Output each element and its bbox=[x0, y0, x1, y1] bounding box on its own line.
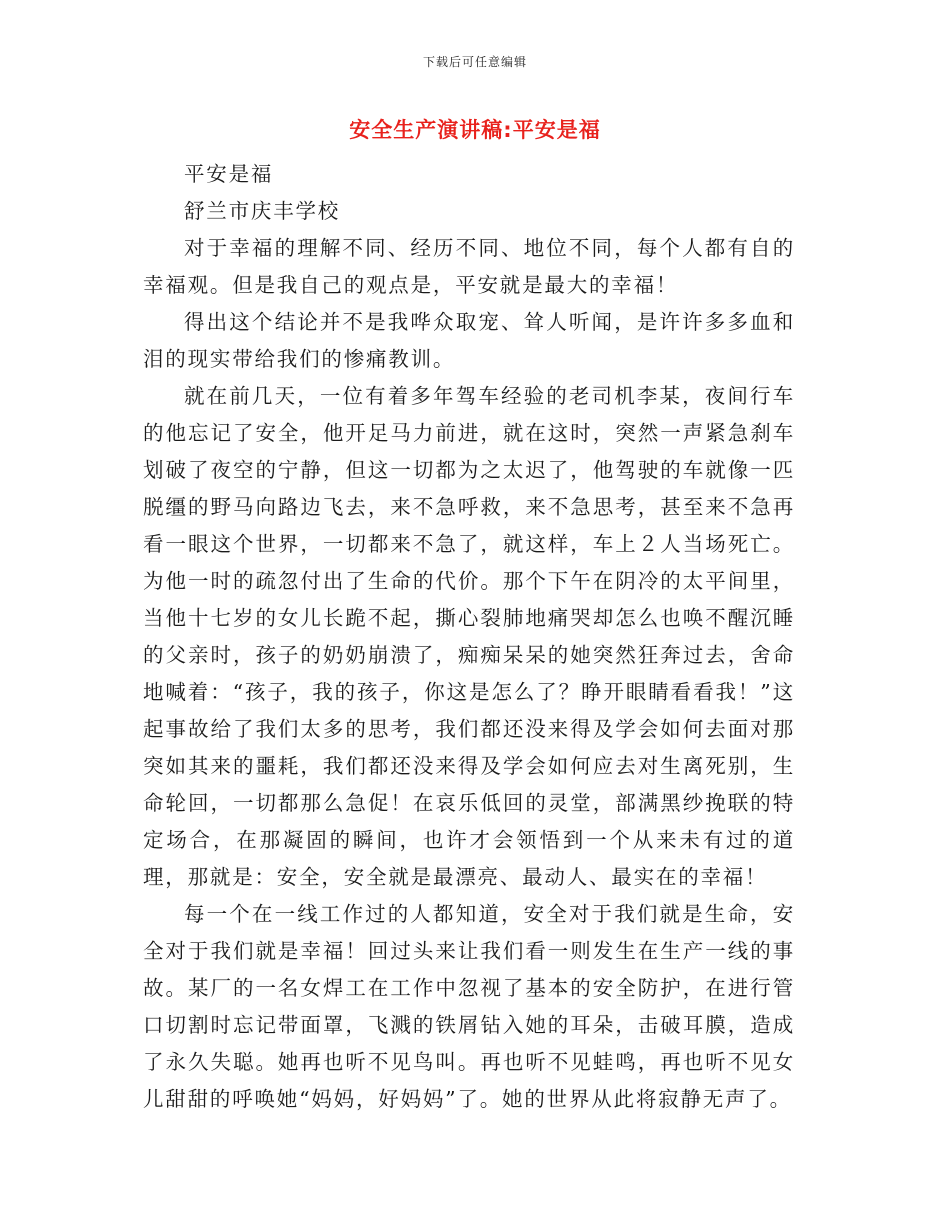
document-body bbox=[143, 156, 795, 1118]
paragraph: 对于幸福的理解不同、经历不同、地位不同，每个人都有自的幸福观。但是我自己的观点是，平安就是最大的幸福！ bbox=[143, 236, 795, 297]
paragraph-subtitle: 平安是福 bbox=[184, 162, 274, 186]
header-note: 下载后可任意编辑 bbox=[422, 55, 527, 69]
paragraph: 得出这个结论并不是我哗众取宠、耸人听闻，是许许多多血和泪的现实带给我们的惨痛教训。 bbox=[143, 310, 795, 371]
paragraph-school: 舒兰市庆丰学校 bbox=[184, 199, 341, 223]
paragraph: 就在前几天，一位有着多年驾车经验的老司机李某，夜间行车的他忘记了安全，他开足马力前进，就在这时，突然一声紧急刹车划破了夜空的宁静，但这一切都为之太迟了，他驾驶的车就像一匹脱缰的野马向路边飞去，来不急呼救，来不急思考，甚至来不急再看一眼这个世界，一切都来不急了，就这样，车上２人当场死亡。为他一时的疏忽付出了生命的代价。那个下午在阴冷的太平间里，当他十七岁的女儿长跪不起，撕心裂肺地痛哭却怎么也唤不醒沉睡的父亲时，孩子的奶奶崩溃了，痴痴呆呆的她突然狂奔过去，舍命地喊着：“孩子，我的孩子，你这是怎么了？睁开眼睛看看我！”这起事故给了我们太多的思考，我们都还没来得及学会如何去面对那突如其来的噩耗，我们都还没来得及学会如何应去对生离死别，生命轮回，一切都那么急促！在哀乐低回的灵堂，部满黑纱挽联的特定场合，在那凝固的瞬间，也许才会领悟到一个从来未有过的道理，那就是：安全，安全就是最漂亮、最动人、最实在的幸福！ bbox=[143, 384, 795, 889]
paragraph: 每一个在一线工作过的人都知道，安全对于我们就是生命，安全对于我们就是幸福！回过头来让我们看一则发生在生产一线的事故。某厂的一名女焊工在工作中忽视了基本的安全防护，在进行管口切割时忘记带面罩，飞溅的铁屑钻入她的耳朵，击破耳膜，造成了永久失聪。她再也听不见鸟叫。再也听不见蛙鸣，再也听不见女儿甜甜的呼唤她“妈妈，好妈妈”了。她的世界从此将寂静无声了。 bbox=[143, 902, 795, 1111]
document-title: 安全生产演讲稿:平安是福 bbox=[349, 118, 601, 142]
